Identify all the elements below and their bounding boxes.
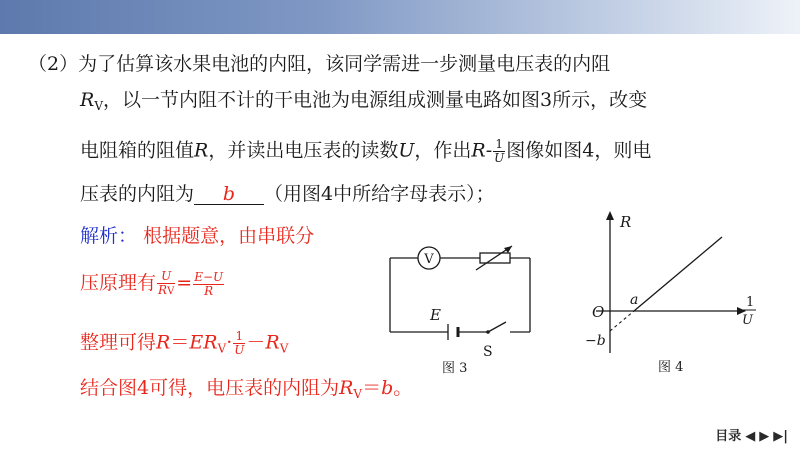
solution-line-1: 解析： 根据题意，由串联分 [80, 225, 315, 247]
voltmeter-label: V [424, 252, 434, 267]
x-axis-label-numerator: 1 [746, 295, 755, 310]
arrow-head [504, 246, 512, 253]
x-intercept-label: a [630, 292, 639, 308]
graph-line [634, 237, 722, 311]
origin-label: O [592, 303, 605, 321]
figure-4-caption: 图 4 [658, 360, 684, 375]
switch-pivot [486, 330, 490, 334]
switch-blade [488, 322, 506, 332]
solution-line-4: 结合图4可得，电压表的内阻为$R_V=b$。 [80, 377, 413, 401]
y-intercept-label: −b [585, 333, 606, 349]
catalog-button[interactable]: 目录 [715, 429, 742, 444]
graph-figure-4 [572, 205, 772, 385]
graph-dashed-extension [610, 311, 634, 331]
fraction-e-minus-u-over-r: $\frac{E-U}{R}$ [194, 269, 224, 298]
fraction-u-over-rv: $\frac{U}{RV}$ [158, 269, 175, 297]
question-line-3: 电阻箱的阻值R，并读出电压表的读数U，作出R- $\frac{1}{U}$ 图像如图4，则电 [80, 137, 652, 165]
question-line-4: 压表的内阻为 b （用图4中所给字母表示）； [80, 183, 495, 205]
fraction-1-over-u: $\frac{1}{U}$ [494, 137, 505, 165]
next-button[interactable]: ▶ [759, 429, 770, 444]
x-axis-label-denominator: U [742, 313, 753, 328]
question-line-1: （2）为了估算该水果电池的内阻，该同学需进一步测量电压表的内阻 [28, 53, 611, 75]
emf-label: E [430, 306, 441, 324]
question-number: （2） [28, 53, 79, 75]
header-bar [0, 0, 800, 34]
answer-blank: b [194, 184, 264, 205]
question-line-2: $R_V$，以一节内阻不计的干电池为电源组成测量电路如图3所示，改变 [80, 89, 648, 113]
switch-label: S [483, 344, 493, 360]
slide-navigation [711, 425, 788, 444]
y-axis-label: R [620, 213, 632, 231]
solution-line-2: 压原理有 $\frac{U}{RV}$ = $\frac{E-U}{R}$ [80, 269, 224, 298]
solution-line-3: 整理可得$R=ER_V\cdot$ $\frac{1}{U}$ $-R_V$ [80, 329, 289, 357]
solution-label: 解析： [80, 225, 138, 247]
last-button[interactable]: ▶| [773, 429, 788, 444]
y-axis-arrow [606, 211, 614, 220]
figure-3-caption: 图 3 [442, 361, 468, 376]
prev-button[interactable]: ◀ [745, 429, 756, 444]
circuit-figure-3 [380, 232, 560, 382]
fraction-1-over-u-solution: $\frac{1}{U}$ [234, 329, 245, 357]
